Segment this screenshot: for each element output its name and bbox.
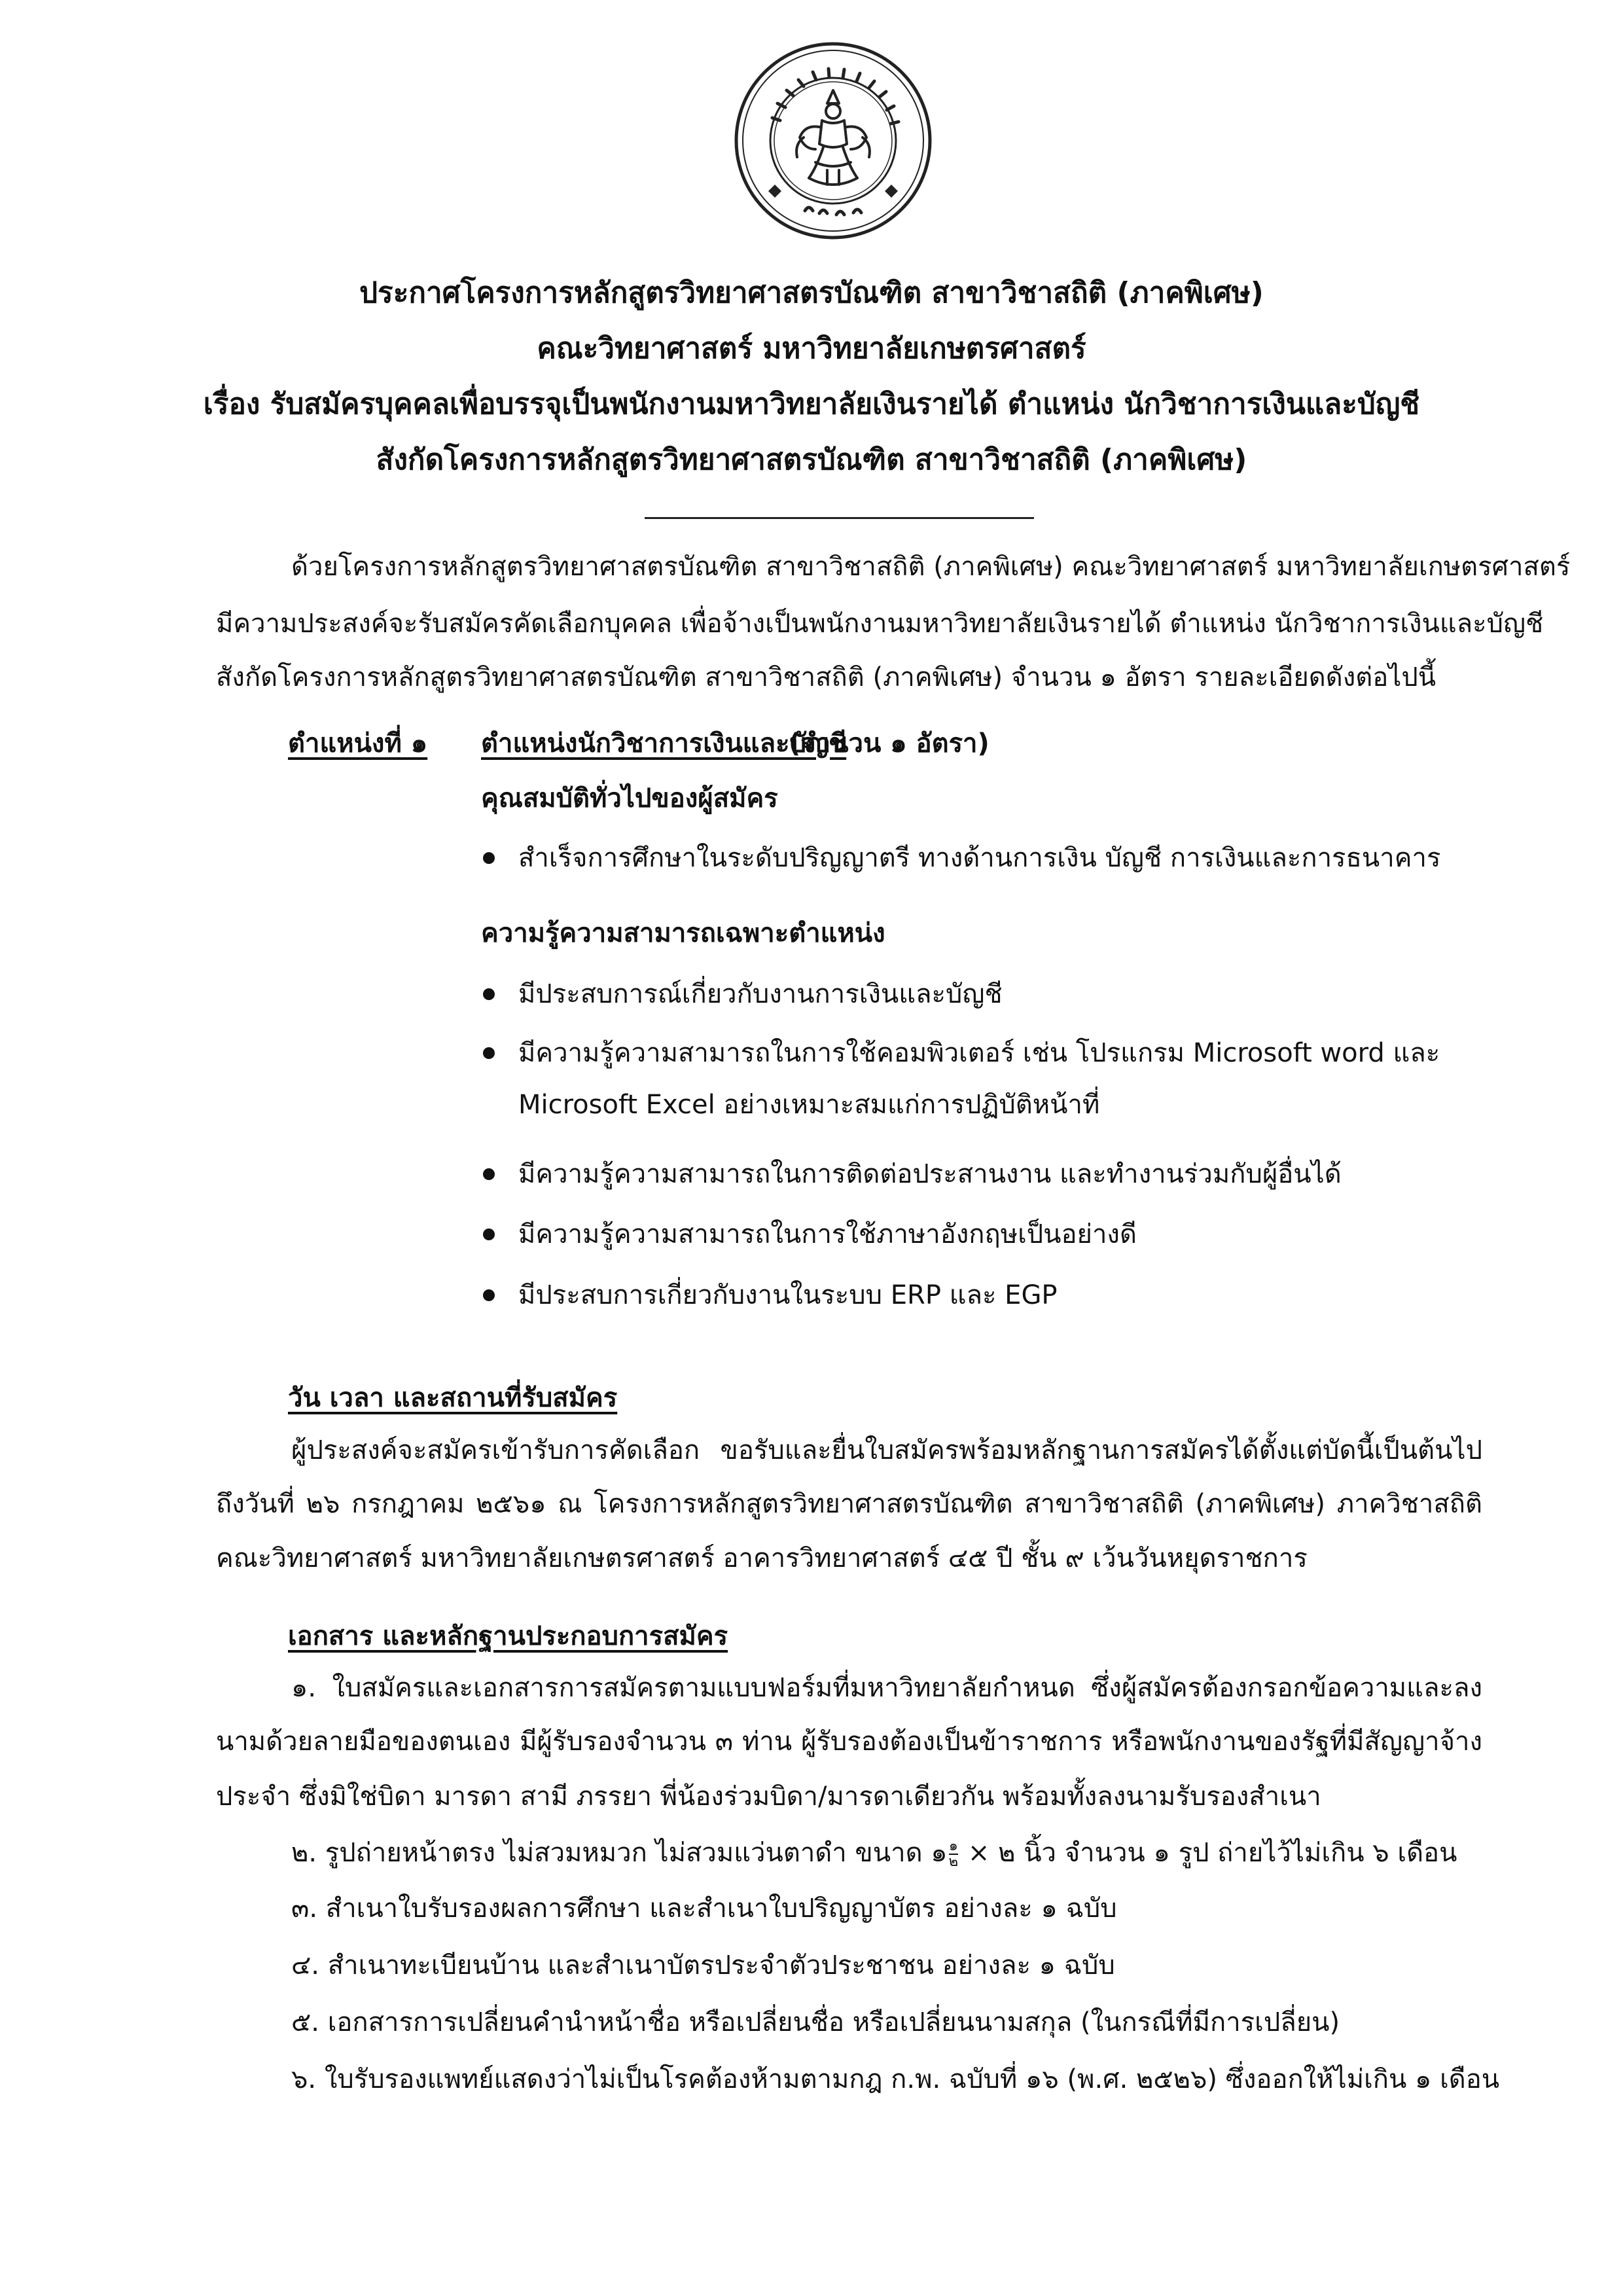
schedule-line-3: คณะวิทยาศาสตร์ มหาวิทยาลัยเกษตรศาสตร์ อาคารวิทยาศาสตร์ ๔๕ ปี ชั้น ๙ เว้นวันหยุดราชการ (216, 1543, 1308, 1573)
document-item-1-line-3: ประจำ ซึ่งมิใช่บิดา มารดา สามี ภรรยา พี่น้องร่วมบิดา/มารดาเดียวกัน พร้อมทั้งลงนามรับรองสำเนา (216, 1782, 1321, 1812)
fraction-numerator: ๑ (948, 1838, 958, 1854)
specific-item-2: มีความรู้ความสามารถในการใช้คอมพิวเตอร์ เช่น โปรแกรม Microsoft word และ (518, 1038, 1440, 1068)
document-item-1-line-2: นามด้วยลายมือของตนเอง มีผู้รับรองจำนวน ๓ ท่าน ผู้รับรองต้องเป็นข้าราชการ หรือพนักงานของรัฐที่มีสัญญาจ้าง (216, 1727, 1482, 1757)
header-line-2: คณะวิทยาศาสตร์ มหาวิทยาลัยเกษตรศาสตร์ (537, 332, 1086, 365)
university-seal-logo (732, 39, 935, 242)
general-item-1: สำเร็จการศึกษาในระดับปริญญาตรี ทางด้านการเงิน บัญชี การเงินและการธนาคาร (518, 843, 1441, 873)
specific-skills-heading: ความรู้ความสามารถเฉพาะตำแหน่ง (481, 918, 885, 948)
specific-item-2-continued: Microsoft Excel อย่างเหมาะสมแก่การปฏิบัติหน้าที่ (518, 1090, 1100, 1120)
specific-item-3: มีความรู้ความสามารถในการติดต่อประสานงาน และทำงานร่วมกับผู้อื่นได้ (518, 1159, 1342, 1189)
specific-item-5: มีประสบการเกี่ยวกับงานในระบบ ERP และ EGP (518, 1280, 1058, 1310)
bullet-icon (483, 1289, 495, 1301)
specific-item-1: มีประสบการณ์เกี่ยวกับงานการเงินและบัญชี (518, 979, 1003, 1009)
intro-line-1: ด้วยโครงการหลักสูตรวิทยาศาสตรบัณฑิต สาขาวิชาสถิติ (ภาคพิเศษ) คณะวิทยาศาสตร์ มหาวิทยาลัยเกษตรศาสตร์ (291, 552, 1571, 582)
document-item-2 (291, 1835, 1457, 1871)
header-line-1: ประกาศโครงการหลักสูตรวิทยาศาสตรบัณฑิต สาขาวิชาสถิติ (ภาคพิเศษ) (359, 276, 1264, 310)
document-item-2-suffix: × ๒ นิ้ว จำนวน ๑ รูป ถ่ายไว้ไม่เกิน ๖ เดือน (959, 1838, 1457, 1868)
schedule-heading: วัน เวลา และสถานที่รับสมัคร (288, 1383, 618, 1413)
schedule-line-2: ถึงวันที่ ๒๖ กรกฎาคม ๒๕๖๑ ณ โครงการหลักสูตรวิทยาศาสตรบัณฑิต สาขาวิชาสถิติ (ภาคพิเศษ) ภาควิชาสถิติ (216, 1489, 1482, 1519)
document-item-3: ๓. สำเนาใบรับรองผลการศึกษา และสำเนาใบปริญญาบัตร อย่างละ ๑ ฉบับ (291, 1893, 1117, 1924)
document-item-5: ๕. เอกสารการเปลี่ยนคำนำหน้าชื่อ หรือเปลี่ยนชื่อ หรือเปลี่ยนนามสกุล (ในกรณีที่มีการเปลี่ยน) (291, 2007, 1340, 2037)
schedule-line-1: ผู้ประสงค์จะสมัครเข้ารับการคัดเลือก ขอรับและยื่นใบสมัครพร้อมหลักฐานการสมัครได้ตั้งแต่บัดนี้เป็นต้นไป (291, 1435, 1482, 1465)
fraction-denominator: ๒ (948, 1854, 959, 1870)
document-item-1-line-1: ๑. ใบสมัครและเอกสารการสมัครตามแบบฟอร์มที่มหาวิทยาลัยกำหนด ซึ่งผู้สมัครต้องกรอกข้อความและลง (291, 1673, 1482, 1703)
intro-line-2: มีความประสงค์จะรับสมัครคัดเลือกบุคคล เพื่อจ้างเป็นพนักงานมหาวิทยาลัยเงินรายได้ ตำแหน่ง นักวิชาการเงินและบัญชี (216, 609, 1544, 639)
document-item-4: ๔. สำเนาทะเบียนบ้าน และสำเนาบัตรประจำตัวประชาชน อย่างละ ๑ ฉบับ (291, 1950, 1115, 1981)
header-line-4: สังกัดโครงการหลักสูตรวิทยาศาสตรบัณฑิต สาขาวิชาสถิติ (ภาคพิเศษ) (376, 443, 1247, 476)
specific-item-4: มีความรู้ความสามารถในการใช้ภาษาอังกฤษเป็นอย่างดี (518, 1219, 1137, 1249)
document-item-6: ๖. ใบรับรองแพทย์แสดงว่าไม่เป็นโรคต้องห้ามตามกฎ ก.พ. ฉบับที่ ๑๖ (พ.ศ. ๒๕๒๖) ซึ่งออกให้ไม่เกิน ๑ เดือน (291, 2064, 1500, 2094)
documents-heading: เอกสาร และหลักฐานประกอบการสมัคร (288, 1621, 728, 1651)
header-subject-line: เรื่อง รับสมัครบุคคลเพื่อบรรจุเป็นพนักงานมหาวิทยาลัยเงินรายได้ ตำแหน่ง นักวิชาการเงินและบัญชี (203, 387, 1420, 421)
bullet-icon (483, 1229, 495, 1240)
bullet-icon (483, 852, 495, 864)
position-name: ตำแหน่งนักวิชาการเงินและบัญชี (481, 728, 847, 759)
bullet-icon (483, 988, 495, 1000)
header-divider (645, 517, 1034, 519)
bullet-icon (483, 1168, 495, 1180)
position-label: ตำแหน่งที่ ๑ (288, 728, 428, 759)
bullet-icon (483, 1047, 495, 1059)
intro-line-3: สังกัดโครงการหลักสูตรวิทยาศาสตรบัณฑิต สาขาวิชาสถิติ (ภาคพิเศษ) จำนวน ๑ อัตรา รายละเอียดดังต่อไปนี้ (216, 662, 1436, 692)
general-qualifications-heading: คุณสมบัติทั่วไปของผู้สมัคร (481, 783, 778, 814)
position-count: (จำนวน ๑ อัตรา) (789, 728, 990, 759)
document-item-2-prefix: ๒. รูปถ่ายหน้าตรง ไม่สวมหมวก ไม่สวมแว่นตาดำ ขนาด ๑ (291, 1838, 948, 1868)
fraction (949, 1839, 959, 1869)
